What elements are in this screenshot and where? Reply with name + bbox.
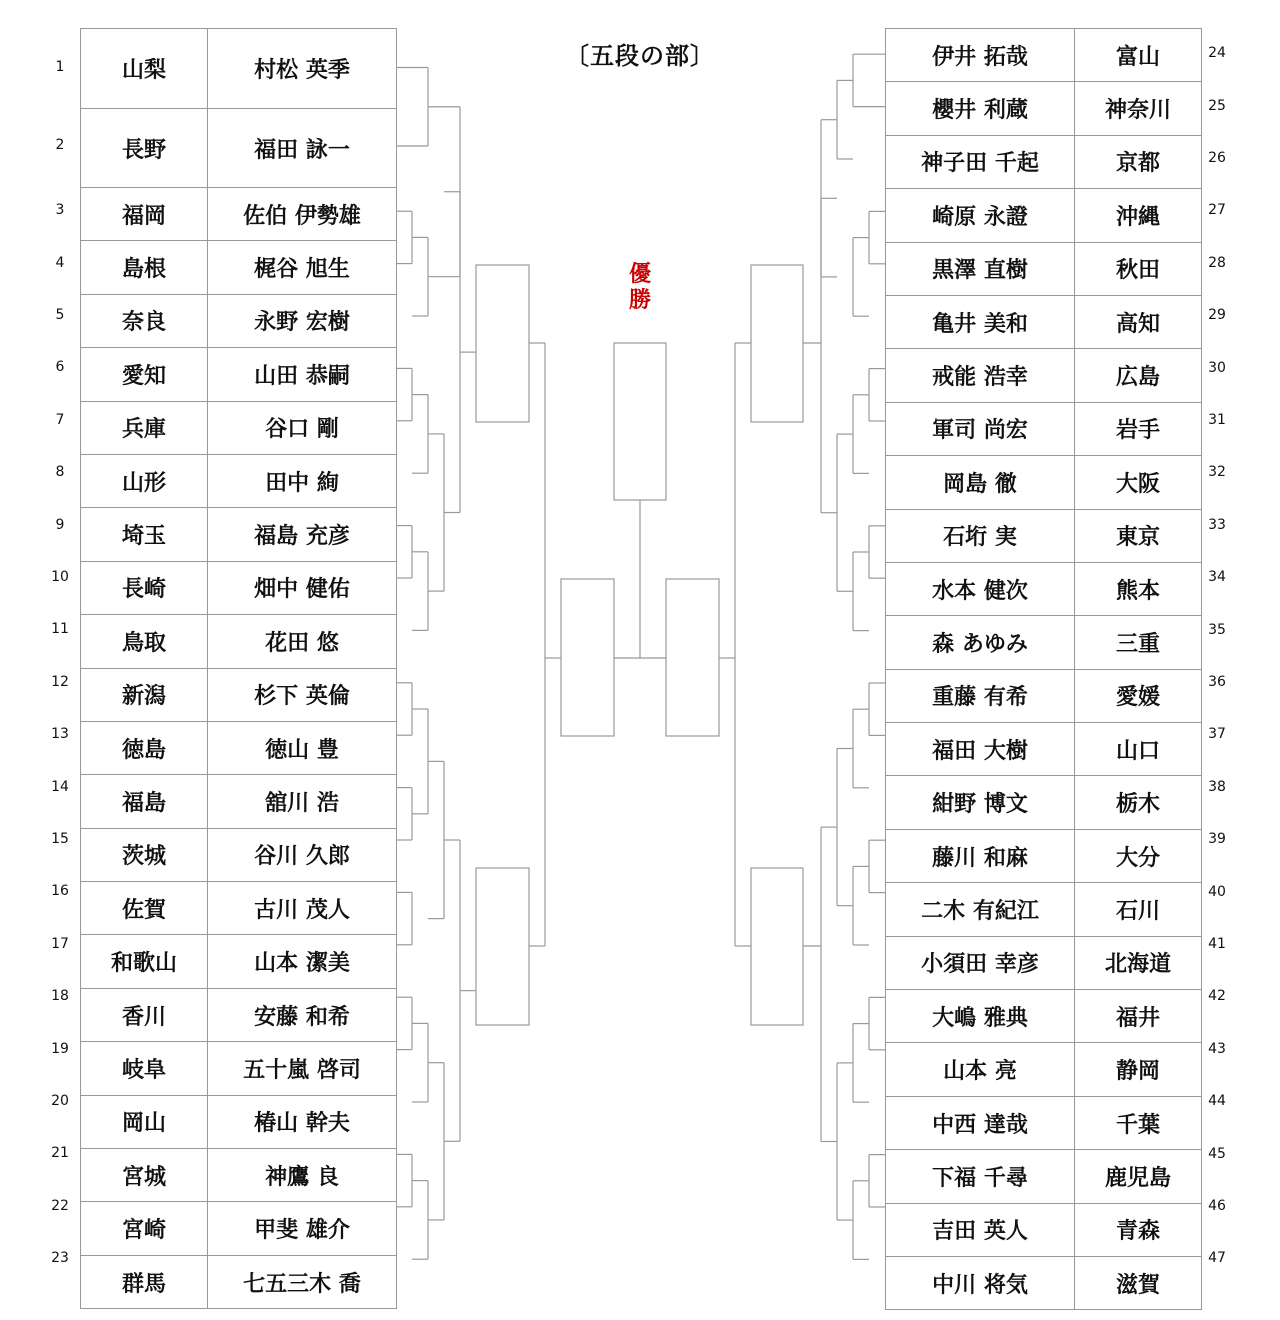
roster-row bbox=[81, 1042, 397, 1095]
prefecture-cell: 千葉 bbox=[1075, 1096, 1202, 1149]
roster-row bbox=[886, 456, 1202, 509]
prefecture-cell: 茨城 bbox=[81, 828, 208, 881]
seed-number: 42 bbox=[1208, 988, 1226, 1005]
bracket-box bbox=[614, 343, 666, 500]
prefecture-cell: 秋田 bbox=[1075, 242, 1202, 295]
seed-number: 21 bbox=[51, 1145, 69, 1162]
player-name-cell: 山田 恭嗣 bbox=[208, 348, 397, 401]
player-name-cell: 二木 有紀江 bbox=[886, 883, 1075, 936]
prefecture-cell: 山梨 bbox=[81, 29, 208, 109]
player-name-cell: 軍司 尚宏 bbox=[886, 402, 1075, 455]
player-name-cell: 吉田 英人 bbox=[886, 1203, 1075, 1256]
seed-number: 38 bbox=[1208, 778, 1226, 795]
player-name-cell: 徳山 豊 bbox=[208, 721, 397, 774]
prefecture-cell: 宮崎 bbox=[81, 1202, 208, 1255]
player-name-cell: 紺野 博文 bbox=[886, 776, 1075, 829]
seed-number: 37 bbox=[1208, 726, 1226, 743]
seed-number: 34 bbox=[1208, 569, 1226, 586]
prefecture-cell: 東京 bbox=[1075, 509, 1202, 562]
roster-row bbox=[886, 402, 1202, 455]
prefecture-cell: 大阪 bbox=[1075, 456, 1202, 509]
seed-number: 41 bbox=[1208, 936, 1226, 952]
seed-number: 25 bbox=[1208, 97, 1226, 114]
roster-row bbox=[886, 242, 1202, 295]
player-name-cell: 石垳 実 bbox=[886, 509, 1075, 562]
prefecture-cell: 新潟 bbox=[81, 668, 208, 721]
player-name-cell: 重藤 有希 bbox=[886, 669, 1075, 722]
prefecture-cell: 岡山 bbox=[81, 1095, 208, 1148]
player-name-cell: 谷口 剛 bbox=[208, 401, 397, 454]
prefecture-cell: 兵庫 bbox=[81, 401, 208, 454]
prefecture-cell: 山形 bbox=[81, 454, 208, 507]
roster-row bbox=[81, 615, 397, 668]
seed-number: 15 bbox=[51, 831, 69, 847]
champion-label: 優勝 bbox=[628, 262, 651, 313]
roster-row bbox=[81, 935, 397, 988]
roster-row bbox=[81, 508, 397, 561]
prefecture-cell: 佐賀 bbox=[81, 882, 208, 935]
roster-row bbox=[886, 29, 1202, 82]
roster-row bbox=[81, 775, 397, 828]
prefecture-cell: 高知 bbox=[1075, 295, 1202, 348]
roster-row bbox=[886, 82, 1202, 135]
prefecture-cell: 神奈川 bbox=[1075, 82, 1202, 135]
player-name-cell: 佐伯 伊勢雄 bbox=[208, 188, 397, 241]
roster-row bbox=[81, 668, 397, 721]
bracket-box bbox=[666, 579, 719, 736]
player-name-cell: 水本 健次 bbox=[886, 562, 1075, 615]
player-name-cell: 櫻井 利蔵 bbox=[886, 82, 1075, 135]
prefecture-cell: 奈良 bbox=[81, 294, 208, 347]
roster-row bbox=[886, 883, 1202, 936]
roster-row bbox=[81, 29, 397, 109]
prefecture-cell: 鳥取 bbox=[81, 615, 208, 668]
player-name-cell: 亀井 美和 bbox=[886, 295, 1075, 348]
player-name-cell: 花田 悠 bbox=[208, 615, 397, 668]
prefecture-cell: 宮城 bbox=[81, 1149, 208, 1202]
player-name-cell: 中川 将気 bbox=[886, 1256, 1075, 1309]
roster-row bbox=[886, 189, 1202, 242]
seed-number: 31 bbox=[1208, 412, 1226, 428]
prefecture-cell: 福島 bbox=[81, 775, 208, 828]
prefecture-cell: 北海道 bbox=[1075, 936, 1202, 989]
player-name-cell: 戒能 浩幸 bbox=[886, 349, 1075, 402]
prefecture-cell: 滋賀 bbox=[1075, 1256, 1202, 1309]
prefecture-cell: 島根 bbox=[81, 241, 208, 294]
seed-number: 20 bbox=[51, 1093, 69, 1109]
seed-number: 27 bbox=[1208, 202, 1226, 219]
roster-row bbox=[886, 1096, 1202, 1149]
seed-number: 17 bbox=[51, 935, 69, 952]
player-name-cell: 山本 亮 bbox=[886, 1043, 1075, 1096]
seed-number: 6 bbox=[55, 359, 65, 376]
roster-row bbox=[886, 990, 1202, 1043]
seed-number: 12 bbox=[51, 673, 69, 690]
seed-number: 28 bbox=[1208, 254, 1226, 271]
seed-number: 44 bbox=[1208, 1093, 1226, 1110]
player-name-cell: 崎原 永證 bbox=[886, 189, 1075, 242]
player-name-cell: 神子田 千起 bbox=[886, 135, 1075, 188]
player-name-cell: 福田 詠一 bbox=[208, 109, 397, 188]
prefecture-cell: 岩手 bbox=[1075, 402, 1202, 455]
prefecture-cell: 和歌山 bbox=[81, 935, 208, 988]
player-name-cell: 村松 英季 bbox=[208, 29, 397, 109]
roster-row bbox=[886, 1150, 1202, 1203]
roster-row bbox=[886, 1203, 1202, 1256]
player-name-cell: 杉下 英倫 bbox=[208, 668, 397, 721]
division-title: 〔五段の部〕 bbox=[565, 42, 715, 70]
prefecture-cell: 沖縄 bbox=[1075, 189, 1202, 242]
player-name-cell: 神鷹 良 bbox=[208, 1149, 397, 1202]
seed-number: 39 bbox=[1208, 831, 1226, 848]
player-name-cell: 五十嵐 啓司 bbox=[208, 1042, 397, 1095]
player-name-cell: 永野 宏樹 bbox=[208, 294, 397, 347]
player-name-cell: 中西 達哉 bbox=[886, 1096, 1075, 1149]
bracket-box bbox=[751, 265, 803, 422]
roster-row bbox=[886, 349, 1202, 402]
roster-row bbox=[886, 295, 1202, 348]
seed-number: 16 bbox=[51, 883, 69, 900]
roster-row bbox=[81, 1095, 397, 1148]
seed-number: 26 bbox=[1208, 150, 1226, 166]
roster-row bbox=[81, 1149, 397, 1202]
seed-number: 35 bbox=[1208, 621, 1226, 638]
seed-number: 7 bbox=[55, 411, 65, 428]
prefecture-cell: 栃木 bbox=[1075, 776, 1202, 829]
player-name-cell: 安藤 和希 bbox=[208, 988, 397, 1041]
roster-row bbox=[81, 401, 397, 454]
seed-number: 5 bbox=[55, 307, 65, 323]
prefecture-cell: 香川 bbox=[81, 988, 208, 1041]
prefecture-cell: 長野 bbox=[81, 109, 208, 188]
roster-row bbox=[886, 562, 1202, 615]
seed-number: 47 bbox=[1208, 1250, 1226, 1267]
prefecture-cell: 岐阜 bbox=[81, 1042, 208, 1095]
seed-number: 43 bbox=[1208, 1040, 1226, 1057]
bracket-box bbox=[561, 579, 614, 736]
player-name-cell: 下福 千尋 bbox=[886, 1150, 1075, 1203]
player-name-cell: 大嶋 雅典 bbox=[886, 990, 1075, 1043]
prefecture-cell: 愛媛 bbox=[1075, 669, 1202, 722]
prefecture-cell: 熊本 bbox=[1075, 562, 1202, 615]
roster-row bbox=[886, 616, 1202, 669]
seed-number: 18 bbox=[51, 988, 69, 1005]
player-name-cell: 谷川 久郎 bbox=[208, 828, 397, 881]
roster-row bbox=[886, 723, 1202, 776]
roster-row bbox=[81, 988, 397, 1041]
player-name-cell: 舘川 浩 bbox=[208, 775, 397, 828]
prefecture-cell: 福岡 bbox=[81, 188, 208, 241]
bracket-box bbox=[476, 868, 529, 1025]
roster-row bbox=[886, 135, 1202, 188]
prefecture-cell: 広島 bbox=[1075, 349, 1202, 402]
player-name-cell: 甲斐 雄介 bbox=[208, 1202, 397, 1255]
seed-number: 2 bbox=[55, 137, 65, 153]
roster-row bbox=[81, 1202, 397, 1255]
player-name-cell: 福島 充彦 bbox=[208, 508, 397, 561]
prefecture-cell: 徳島 bbox=[81, 721, 208, 774]
roster-row bbox=[81, 882, 397, 935]
player-name-cell: 黒澤 直樹 bbox=[886, 242, 1075, 295]
prefecture-cell: 山口 bbox=[1075, 723, 1202, 776]
roster-row bbox=[886, 1256, 1202, 1309]
player-name-cell: 田中 絢 bbox=[208, 454, 397, 507]
roster-row bbox=[81, 348, 397, 401]
prefecture-cell: 群馬 bbox=[81, 1255, 208, 1308]
seed-number: 3 bbox=[55, 202, 65, 219]
prefecture-cell: 三重 bbox=[1075, 616, 1202, 669]
seed-number: 23 bbox=[51, 1250, 69, 1267]
player-name-cell: 梶谷 旭生 bbox=[208, 241, 397, 294]
player-name-cell: 七五三木 喬 bbox=[208, 1255, 397, 1308]
prefecture-cell: 愛知 bbox=[81, 348, 208, 401]
bracket-box bbox=[476, 265, 529, 422]
seed-number: 46 bbox=[1208, 1198, 1226, 1214]
left-roster-table bbox=[80, 28, 397, 1309]
player-name-cell: 椿山 幹夫 bbox=[208, 1095, 397, 1148]
seed-number: 33 bbox=[1208, 516, 1226, 533]
roster-row bbox=[886, 509, 1202, 562]
prefecture-cell: 富山 bbox=[1075, 29, 1202, 82]
player-name-cell: 古川 茂人 bbox=[208, 882, 397, 935]
seed-number: 19 bbox=[51, 1040, 69, 1057]
player-name-cell: 藤川 和麻 bbox=[886, 829, 1075, 882]
roster-row bbox=[886, 776, 1202, 829]
prefecture-cell: 鹿児島 bbox=[1075, 1150, 1202, 1203]
roster-row bbox=[81, 721, 397, 774]
prefecture-cell: 石川 bbox=[1075, 883, 1202, 936]
roster-row bbox=[81, 561, 397, 614]
prefecture-cell: 長崎 bbox=[81, 561, 208, 614]
seed-number: 4 bbox=[55, 254, 65, 271]
prefecture-cell: 大分 bbox=[1075, 829, 1202, 882]
prefecture-cell: 埼玉 bbox=[81, 508, 208, 561]
player-name-cell: 岡島 徹 bbox=[886, 456, 1075, 509]
prefecture-cell: 京都 bbox=[1075, 135, 1202, 188]
seed-number: 14 bbox=[51, 778, 69, 795]
seed-number: 22 bbox=[51, 1197, 69, 1214]
roster-row bbox=[81, 188, 397, 241]
seed-number: 8 bbox=[55, 464, 65, 481]
right-roster-table bbox=[885, 28, 1202, 1310]
player-name-cell: 山本 潔美 bbox=[208, 935, 397, 988]
seed-number: 10 bbox=[51, 569, 69, 585]
bracket-box bbox=[751, 868, 803, 1025]
roster-row bbox=[886, 936, 1202, 989]
roster-row bbox=[81, 109, 397, 188]
player-name-cell: 福田 大樹 bbox=[886, 723, 1075, 776]
roster-row bbox=[886, 829, 1202, 882]
player-name-cell: 伊井 拓哉 bbox=[886, 29, 1075, 82]
roster-row bbox=[886, 669, 1202, 722]
seed-number: 13 bbox=[51, 726, 69, 743]
seed-number: 9 bbox=[55, 516, 65, 533]
prefecture-cell: 福井 bbox=[1075, 990, 1202, 1043]
player-name-cell: 畑中 健佑 bbox=[208, 561, 397, 614]
roster-row bbox=[81, 1255, 397, 1308]
seed-number: 24 bbox=[1208, 45, 1226, 62]
seed-number: 30 bbox=[1208, 359, 1226, 376]
seed-number: 40 bbox=[1208, 883, 1226, 900]
seed-number: 45 bbox=[1208, 1145, 1226, 1162]
roster-row bbox=[81, 828, 397, 881]
seed-number: 29 bbox=[1208, 307, 1226, 324]
roster-row bbox=[81, 454, 397, 507]
seed-number: 11 bbox=[51, 621, 69, 638]
prefecture-cell: 青森 bbox=[1075, 1203, 1202, 1256]
player-name-cell: 森 あゆみ bbox=[886, 616, 1075, 669]
player-name-cell: 小須田 幸彦 bbox=[886, 936, 1075, 989]
seed-number: 36 bbox=[1208, 674, 1226, 690]
prefecture-cell: 静岡 bbox=[1075, 1043, 1202, 1096]
seed-number: 1 bbox=[55, 58, 65, 75]
roster-row bbox=[81, 294, 397, 347]
roster-row bbox=[886, 1043, 1202, 1096]
seed-number: 32 bbox=[1208, 464, 1226, 481]
roster-row bbox=[81, 241, 397, 294]
